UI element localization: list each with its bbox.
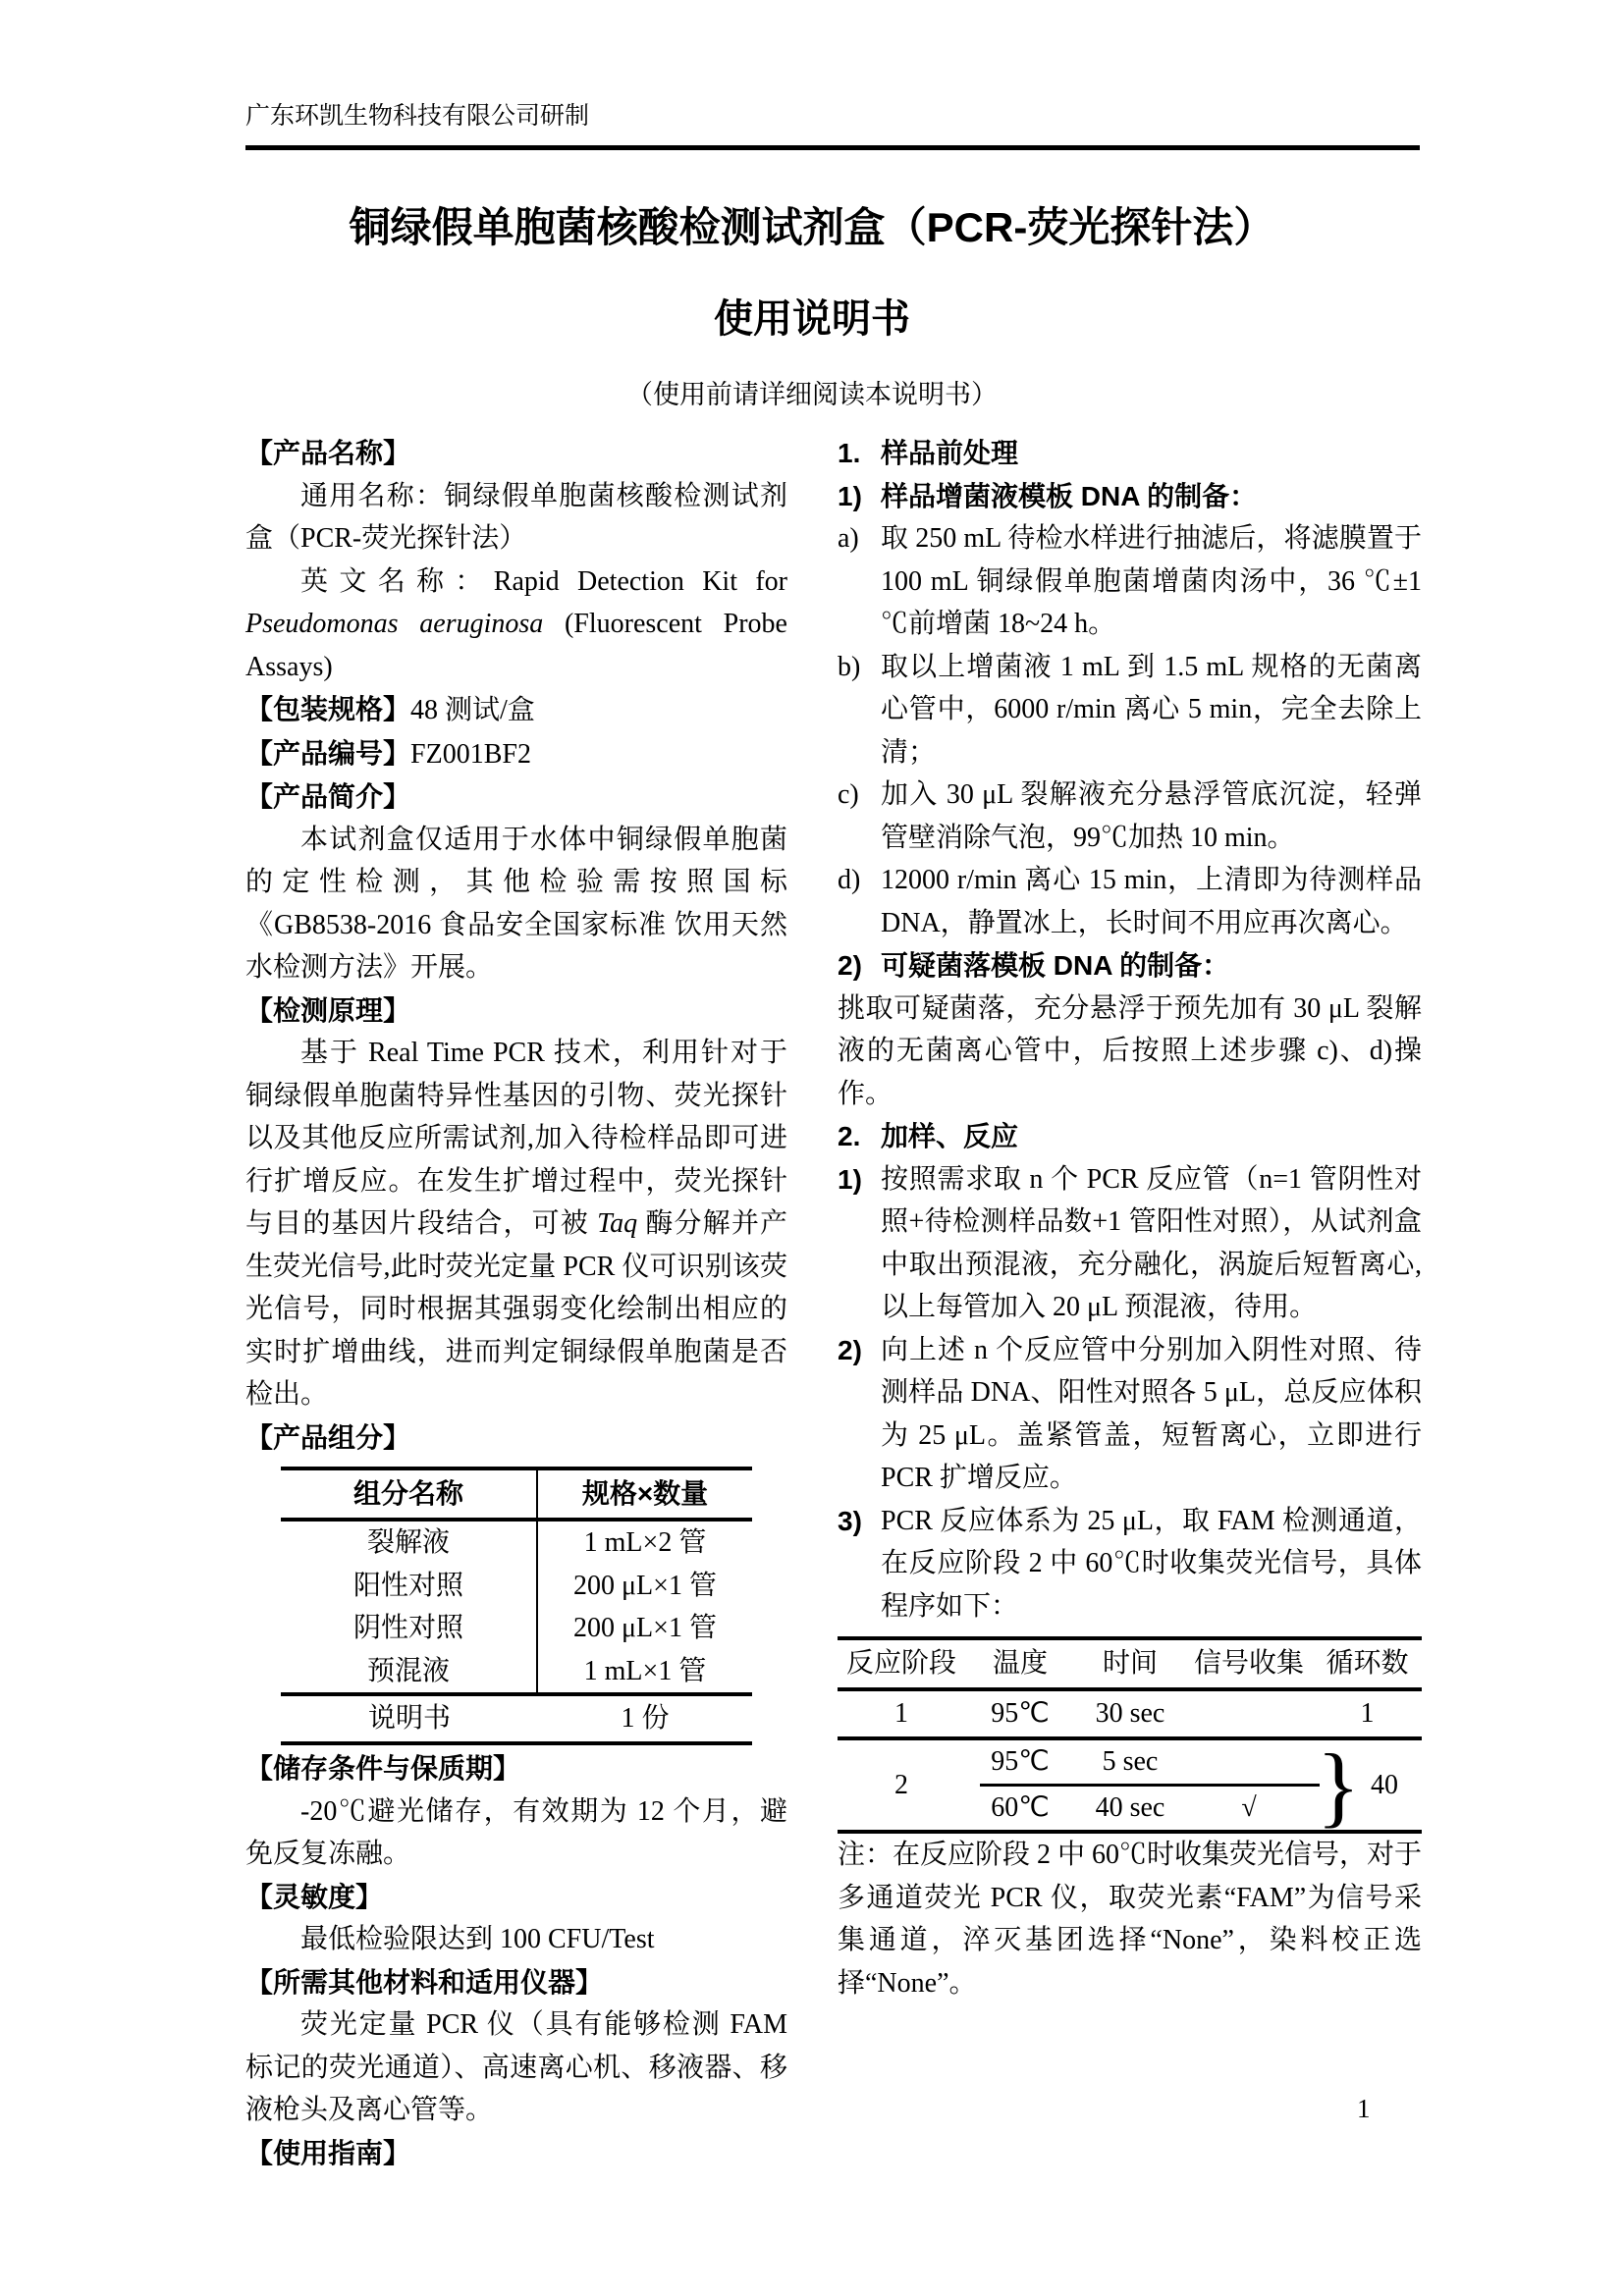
components-col-header-name: 组分名称	[281, 1470, 538, 1518]
pcr-stage2b-signal: √	[1241, 1792, 1257, 1823]
english-name-paragraph	[245, 561, 787, 689]
document-header	[245, 102, 589, 132]
pcr-col-cycles: 循环数	[1326, 1648, 1409, 1679]
pcr-col-time: 时间	[1102, 1648, 1158, 1679]
section-heading-materials: 【所需其他材料和适用仪器】	[245, 1966, 604, 1998]
list-item-marker: 1)	[838, 1163, 862, 1195]
pcr-stage1-temp: 95℃	[991, 1698, 1050, 1729]
section-1-1-number: 1)	[838, 480, 862, 511]
pcr-stage1-time: 30 sec	[1095, 1698, 1165, 1729]
pcr-stage2-row	[838, 1735, 1422, 1836]
list-item-text: 向上述 n 个反应管中分别加入阴性对照、待测样品 DNA、阳性对照各 5 μL，总反应体积为 25 μL。盖紧管盖，短暂离心，立即进行 PCR 扩增反应。	[881, 1334, 1422, 1493]
section-2-title: 加样、反应	[881, 1121, 1019, 1151]
principle-text-before: 基于 Real Time PCR 技术，利用针对于铜绿假单胞菌特异性基因的引物、荧光探针以及其他反应所需试剂,加入待检样品即可进行扩增反应。在发生扩增过程中，荧光探针与目的基因片段结合，可被	[245, 1038, 787, 1239]
section-heading-code: 【产品编号】	[245, 737, 411, 769]
list-item	[838, 1329, 1422, 1500]
list-item-text: 加入 30 μL 裂解液充分悬浮管底沉淀，轻弹管壁消除气泡，99℃加热 10 min。	[881, 779, 1422, 853]
component-spec: 200 μL×1 管	[573, 1570, 717, 1601]
component-spec: 1 份	[621, 1703, 670, 1734]
pcr-stage2b-time: 40 sec	[1095, 1792, 1165, 1823]
english-name-prefix: 英文名称：Rapid Detection Kit for	[300, 565, 787, 597]
section-1-1-heading	[838, 475, 1422, 518]
section-1-2-title: 可疑菌落模板 DNA 的制备：	[881, 950, 1230, 981]
list-item	[838, 774, 1422, 859]
pcr-stage2a-signal	[1185, 1740, 1313, 1784]
table-row	[281, 1607, 752, 1650]
section-2-heading	[838, 1115, 1422, 1158]
list-item-text: 12000 r/min 离心 15 min，上清即为待测样品 DNA，静置冰上，长时间不用应再次离心。	[881, 865, 1422, 938]
page-number: 1	[1357, 2094, 1371, 2123]
list-item	[838, 517, 1422, 646]
left-column	[245, 432, 787, 2174]
header-rule	[245, 145, 1420, 150]
list-item-marker: c)	[838, 779, 859, 810]
storage-paragraph: -20℃避光储存，有效期为 12 个月，避免反复冻融。	[245, 1795, 787, 1869]
right-column	[838, 432, 1422, 2004]
components-table-header-row	[281, 1470, 752, 1522]
sensitivity-paragraph: 最低检验限达到 100 CFU/Test	[300, 1924, 655, 1954]
package-spec-line	[245, 688, 787, 732]
section-heading-intro: 【产品简介】	[245, 781, 411, 812]
principle-taq: Taq	[597, 1208, 638, 1239]
section-1-1-title: 样品增菌液模板 DNA 的制备：	[881, 480, 1258, 511]
component-spec: 200 μL×1 管	[573, 1613, 717, 1643]
package-value: 48 测试/盒	[410, 695, 535, 725]
principle-text-after: 酶分解并产生荧光信号,此时荧光定量 PCR 仪可识别该荧光信号，同时根据其强弱变化绘制出相应的实时扩增曲线，进而判定铜绿假单胞菌是否检出。	[245, 1208, 787, 1410]
list-item	[838, 859, 1422, 944]
list-item-marker: 3)	[838, 1505, 862, 1536]
list-item-text: PCR 反应体系为 25 μL，取 FAM 检测通道，在反应阶段 2 中 60℃时收集荧光信号，具体程序如下：	[881, 1505, 1422, 1622]
section-1-2-number: 2)	[838, 950, 862, 981]
table-row	[281, 1650, 752, 1693]
pcr-table-header-row	[838, 1640, 1422, 1691]
english-name-suffix: (Fluorescent Probe Assays)	[245, 609, 787, 682]
pcr-stage1-signal	[1185, 1691, 1313, 1736]
pcr-col-temp: 温度	[992, 1648, 1048, 1679]
intro-paragraph: 本试剂盒仅适用于水体中铜绿假单胞菌的定性检测，其他检验需按照国标《GB8538-2016 食品安全国家标准 饮用天然水检测方法》开展。	[245, 824, 787, 983]
list-item-marker: a)	[838, 523, 859, 554]
component-spec: 1 mL×2 管	[583, 1527, 707, 1558]
section-heading-components: 【产品组分】	[245, 1421, 411, 1453]
list-item-marker: 2)	[838, 1334, 862, 1365]
list-item-marker: b)	[838, 651, 861, 682]
section-1-2-heading	[838, 944, 1422, 988]
pcr-stage1-row	[838, 1691, 1422, 1740]
section-1-number: 1.	[838, 438, 861, 468]
pcr-stage1-stage: 1	[894, 1698, 908, 1729]
list-item	[838, 646, 1422, 774]
list-item-text: 按照需求取 n 个 PCR 反应管（n=1 管阴性对照+待检测样品数+1 管阳性对照），从试剂盒中取出预混液，充分融化，涡旋后短暂离心,以上每管加入 20 μL 预混液，待用。	[881, 1163, 1422, 1322]
principle-paragraph	[245, 1032, 787, 1416]
pcr-stage2a-time: 5 sec	[1102, 1746, 1159, 1777]
page-subtitle: 使用说明书	[714, 297, 910, 341]
component-name: 阴性对照	[281, 1607, 538, 1650]
table-row	[281, 1522, 752, 1565]
table-row	[281, 1565, 752, 1608]
component-name: 说明书	[367, 1703, 451, 1734]
pcr-stage2-stage: 2	[894, 1769, 908, 1800]
list-item-text: 取 250 mL 待检水样进行抽滤后，将滤膜置于 100 mL 铜绿假单胞菌增菌肉汤中，36 ℃±1 ℃前增菌 18~24 h。	[881, 523, 1422, 639]
section-1-heading	[838, 432, 1422, 475]
section-heading-storage: 【储存条件与保质期】	[245, 1753, 521, 1784]
list-item-marker: d)	[838, 865, 861, 895]
pcr-note-paragraph: 注：在反应阶段 2 中 60℃时收集荧光信号，对于多通道荧光 PCR 仪，取荧光素“FAM”为信号采集通道，淬灭基团选择“None”，染料校正选择“None”。	[838, 1840, 1423, 1999]
read-first-note: （使用前请详细阅读本说明书）	[626, 380, 998, 409]
materials-paragraph: 荧光定量 PCR 仪（具有能够检测 FAM 标记的荧光通道）、高速离心机、移液器、移液枪头及离心管等。	[245, 2009, 787, 2125]
component-name: 预混液	[281, 1650, 538, 1693]
section-heading-product-name: 【产品名称】	[245, 438, 411, 468]
list-item	[838, 1500, 1422, 1629]
generic-name-paragraph: 通用名称：铜绿假单胞菌核酸检测试剂盒（PCR-荧光探针法）	[245, 480, 787, 554]
pcr-stage2-cycles: 40	[1371, 1770, 1398, 1800]
product-code-value: FZ001BF2	[410, 738, 531, 770]
pcr-stage2a-temp: 95℃	[991, 1746, 1050, 1777]
section-heading-principle: 【检测原理】	[245, 994, 411, 1026]
pcr-stage1-cycles: 1	[1360, 1698, 1375, 1729]
section-heading-package: 【包装规格】	[245, 694, 411, 724]
list-item-text: 取以上增菌液 1 mL 到 1.5 mL 规格的无菌离心管中，6000 r/min 离心 5 min，完全去除上清；	[881, 651, 1422, 768]
english-name-latin: Pseudomonas aeruginosa	[245, 609, 544, 639]
section-heading-guide: 【使用指南】	[245, 2137, 411, 2168]
component-name: 阳性对照	[281, 1565, 538, 1608]
section-1-title: 样品前处理	[881, 438, 1019, 468]
components-col-header-spec: 规格×数量	[581, 1478, 709, 1509]
pcr-program-table	[838, 1636, 1422, 1834]
page-title: 铜绿假单胞菌核酸检测试剂盒（PCR-荧光探针法）	[349, 204, 1275, 250]
pcr-stage2b-temp: 60℃	[991, 1792, 1050, 1823]
table-row	[281, 1692, 752, 1741]
pcr-col-signal: 信号收集	[1193, 1648, 1304, 1679]
section-2-number: 2.	[838, 1121, 861, 1151]
components-table	[281, 1467, 752, 1745]
pcr-cycles-brace: }	[1317, 1735, 1361, 1836]
pcr-col-stage: 反应阶段	[845, 1648, 956, 1679]
product-code-line	[245, 732, 787, 776]
section-heading-sensitivity: 【灵敏度】	[245, 1881, 384, 1912]
component-name: 裂解液	[281, 1522, 538, 1565]
section-1-2-paragraph: 挑取可疑菌落，充分悬浮于预先加有 30 μL 裂解液的无菌离心管中，后按照上述步骤 c)、d)操作。	[838, 992, 1422, 1109]
company-name: 广东环凯生物科技有限公司研制	[245, 103, 590, 130]
component-spec: 1 mL×1 管	[583, 1655, 707, 1686]
list-item	[838, 1158, 1422, 1329]
